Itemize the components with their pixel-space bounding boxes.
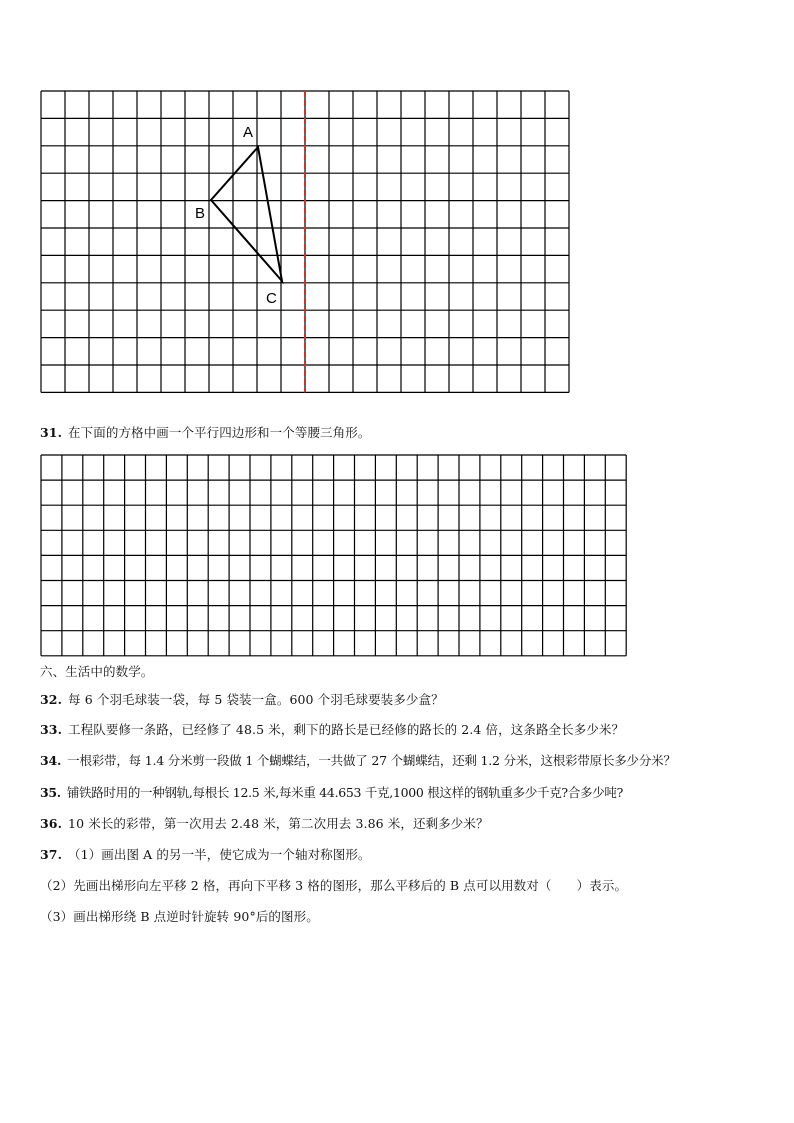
question-number: 32. [40, 692, 63, 707]
point-label-a: A [243, 124, 254, 141]
question-37-part-3 [40, 907, 319, 925]
section-title [40, 662, 153, 680]
question-number: 31. [40, 425, 63, 440]
drawing-grid [40, 454, 630, 658]
question-text: 每 6 个羽毛球装一袋，每 5 袋装一盒。600 个羽毛球要装多少盒？ [68, 692, 444, 707]
question-36 [40, 814, 489, 832]
question-31 [40, 423, 370, 441]
question-text: 10 米长的彩带，第一次用去 2.48 米，第二次用去 3.86 米，还剩多少米？ [68, 816, 489, 831]
question-number: 33. [40, 722, 63, 737]
point-label-b: B [195, 205, 206, 222]
triangle-abc [211, 147, 282, 281]
question-text: （2）先画出梯形向左平移 2 格，再向下平移 3 格的图形，那么平移后的 B 点可以用数对（ ）表示。 [40, 878, 628, 893]
symmetry-grid-svg [40, 90, 574, 398]
question-number: 35. [40, 785, 61, 800]
symmetry-grid-figure [40, 90, 574, 398]
question-34 [40, 751, 676, 769]
question-number: 37. [40, 847, 63, 862]
question-35 [40, 783, 623, 801]
question-37-part-2 [40, 876, 627, 894]
question-37-part-1 [40, 845, 371, 863]
question-number: 36. [40, 816, 63, 831]
question-text: （3）画出梯形绕 B 点逆时针旋转 90°后的图形。 [40, 909, 319, 924]
question-number: 34. [40, 753, 62, 768]
question-text: （1）画出图 A 的另一半，使它成为一个轴对称图形。 [68, 847, 371, 862]
question-text: 工程队要修一条路，已经修了 48.5 米，剩下的路长是已经修的路长的 2.4 倍，这条路全长多少米？ [68, 722, 625, 737]
question-text: 在下面的方格中画一个平行四边形和一个等腰三角形。 [68, 425, 371, 440]
question-text: 铺铁路时用的一种钢轨,每根长 12.5 米,每米重 44.653 千克,1000 根这样的钢轨重多少千克?合多少吨? [66, 785, 624, 800]
drawing-grid-svg [40, 454, 630, 658]
question-32 [40, 690, 444, 708]
question-33 [40, 720, 624, 738]
question-text: 一根彩带，每 1.4 分米剪一段做 1 个蝴蝶结，一共做了 27 个蝴蝶结，还剩 1.2 分米，这根彩带原长多少分米？ [67, 753, 676, 768]
point-label-c: C [266, 290, 277, 307]
section-title-text: 六、生活中的数学。 [40, 664, 154, 679]
